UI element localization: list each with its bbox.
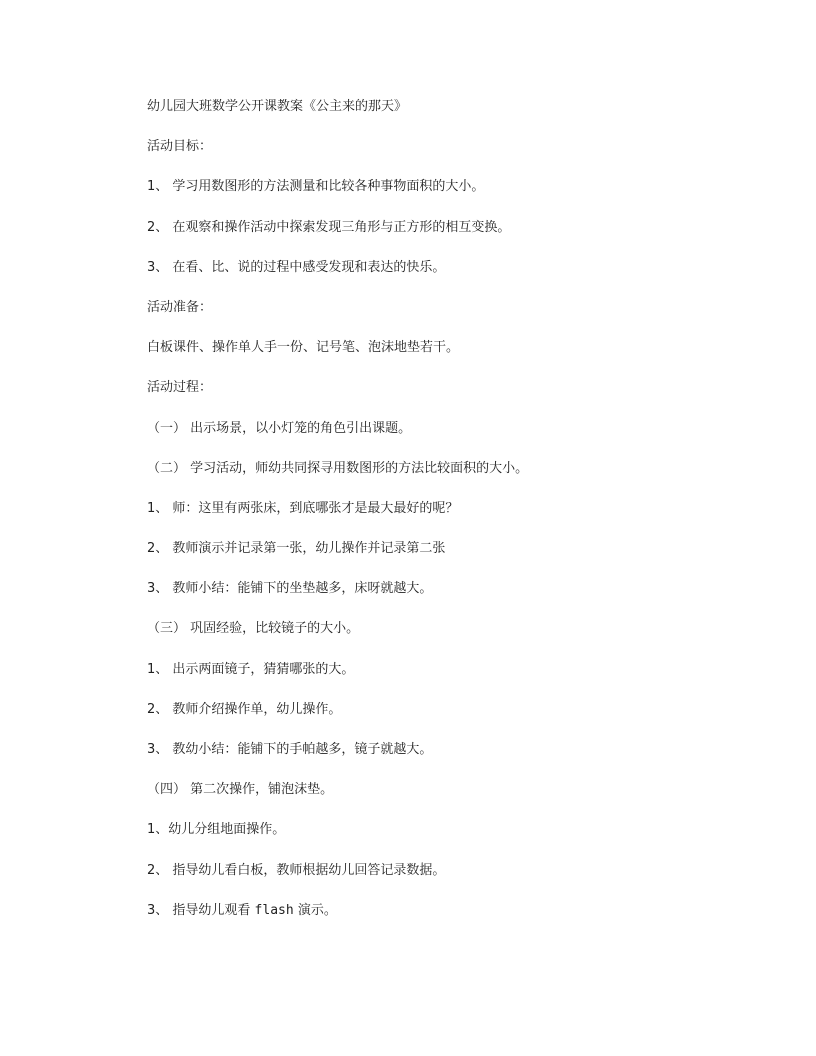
paragraph: 2、 教师演示并记录第一张，幼儿操作并记录第二张 — [147, 541, 446, 557]
paragraph: 1、 师：这里有两张床，到底哪张才是最大最好的呢？ — [147, 500, 459, 516]
paragraph: 1、 学习用数图形的方法测量和比较各种事物面积的大小。 — [147, 179, 485, 195]
paragraph: 3、 教师小结：能铺下的坐垫越多，床呀就越大。 — [147, 581, 433, 597]
paragraph: 3、 教幼小结：能铺下的手帕越多，镜子就越大。 — [147, 742, 433, 757]
paragraph: （三） 巩固经验，比较镜子的大小。 — [147, 621, 360, 637]
paragraph-text: 3、 指导幼儿观看 — [147, 902, 255, 918]
section-heading-process: 活动过程： — [147, 380, 213, 396]
paragraph: 2、 指导幼儿看白板，教师根据幼儿回答记录数据。 — [147, 862, 446, 878]
paragraph: 1、幼儿分组地面操作。 — [147, 822, 286, 838]
paragraph: 2、 教师介绍操作单，幼儿操作。 — [147, 701, 342, 717]
paragraph: （四） 第二次操作，铺泡沫垫。 — [147, 782, 334, 798]
document-body — [147, 96, 747, 940]
paragraph: 白板课件、操作单人手一份、记号笔、泡沫地垫若干。 — [147, 340, 460, 356]
paragraph-last — [147, 900, 747, 922]
paragraph: 2、 在观察和操作活动中探索发现三角形与正方形的相互变换。 — [147, 219, 511, 235]
section-heading-goals: 活动目标： — [147, 139, 213, 155]
paragraph: （一） 出示场景，以小灯笼的角色引出课题。 — [147, 420, 412, 436]
section-heading-preparation: 活动准备： — [147, 299, 213, 315]
paragraph-text: 演示。 — [293, 902, 337, 918]
paragraph: 1、 出示两面镜子，猜猜哪张的大。 — [147, 661, 355, 677]
paragraph: （二） 学习活动，师幼共同探寻用数图形的方法比较面积的大小。 — [147, 460, 529, 476]
paragraph: 3、 在看、比、说的过程中感受发现和表达的快乐。 — [147, 259, 446, 275]
inline-code: flash — [254, 902, 294, 918]
document-title: 幼儿园大班数学公开课教案《公主来的那天》 — [147, 99, 408, 114]
